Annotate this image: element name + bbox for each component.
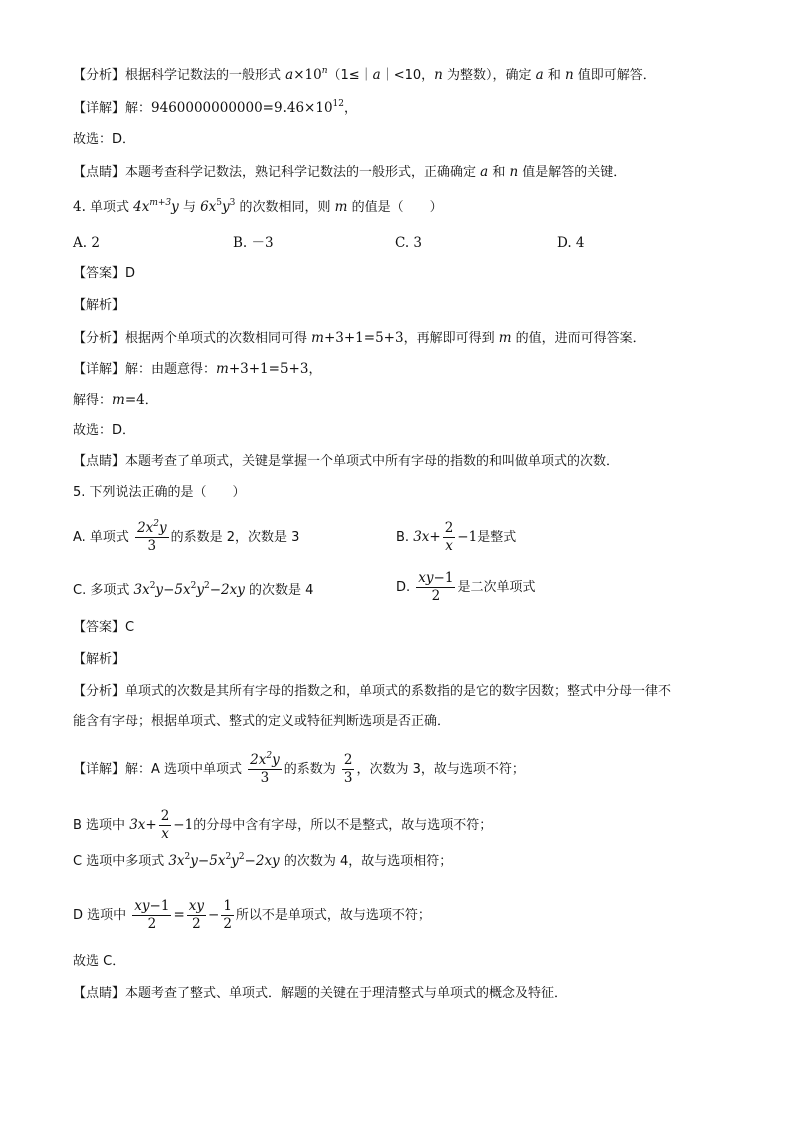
detail-q5-b: B 选项中 3x+ $\frac{2}{x}$ −1的分母中含有字母，所以不是整式，故与选项不符； [73,808,493,842]
analysis-q4: 【分析】根据两个单项式的次数相同可得 m+3+1=5+3，再解即可得到 m 的值，进而可得答案． [73,330,646,346]
choice-q4: 故选：D． [73,423,136,438]
detail-line-sci-notation: 【详解】解：$9460000000000=9.46\times 10^{12}$， [73,99,358,116]
detail-q5-d: D 选项中 $\frac{xy-1}{2}$ = $\frac{xy}{2}$ − $\frac{1}{2}$ 所以不是单项式，故与选项不符； [73,898,431,932]
answer-q5: 【答案】C [73,620,135,635]
solve-q4: 解得：m=4． [73,392,158,408]
comment-q5: 【点睛】本题考查了整式、单项式．解题的关键在于理清整式与单项式的概念及特征． [73,986,568,1001]
question-5: 5. 下列说法正确的是（ ） [73,485,246,500]
analysis-q5-line1: 【分析】单项式的次数是其所有字母的指数之和，单项式的系数指的是它的数字因数；整式中分母一律不 [73,684,672,699]
q5-option-d: D. $\frac{xy-1}{2}$ 是二次单项式 [396,570,536,604]
q4-option-b: B. －3 [233,235,274,251]
analysis-q5-line2: 能含有字母；根据单项式、整式的定义或特征判断选项是否正确． [73,714,451,729]
answer-q4: 【答案】D [73,266,136,281]
q4-option-c: C. 3 [395,235,423,251]
solution-header-q4: 【解析】 [73,298,126,313]
q4-option-a: A. 2 [73,235,100,251]
q5-option-b: B. 3x+ $\frac{2}{x}$ −1是整式 [396,520,517,554]
detail-q5-c: C 选项中多项式 $3x^2y-5x^2y^2-2xy$ 的次数为 4，故与选项相符； [73,852,453,869]
q5-option-c: C. 多项式 $3x^2y-5x^2y^2-2xy$ 的次数是 4 [73,581,314,598]
q5-option-a: A. 单项式 $\frac{2x^2y}{3}$ 的系数是 2，次数是 3 [73,519,300,554]
detail-q4: 【详解】解：由题意得：m+3+1=5+3， [73,361,322,377]
comment-q4: 【点睛】本题考查了单项式，关键是掌握一个单项式中所有字母的指数的和叫做单项式的次数． [73,454,620,469]
detail-q5-a: 【详解】解：A 选项中单项式 $\frac{2x^2y}{3}$ 的系数为 $\frac{2}{3}$ ，次数为 3，故与选项不符； [73,751,525,786]
analysis-line-sci-notation: 【分析】根据科学记数法的一般形式 $a\times 10^n(1\le|a|<10$，n 为整数），确定 a 和 n 值即可解答． [73,66,656,83]
solution-header-q5: 【解析】 [73,652,126,667]
choice-q5: 故选 C． [73,954,126,969]
comment-line-q3: 【点睛】本题考查科学记数法，熟记科学记数法的一般形式，正确确定 a 和 n 值是解答的关键． [73,164,627,180]
q4-option-d: D. 4 [557,235,585,251]
choice-line-q3: 故选：D． [73,132,136,147]
question-4: 4. 单项式 $4x^{m+3}y$ 与 $6x^5y^3$ 的次数相同，则 m 的值是（ ） [73,198,443,215]
